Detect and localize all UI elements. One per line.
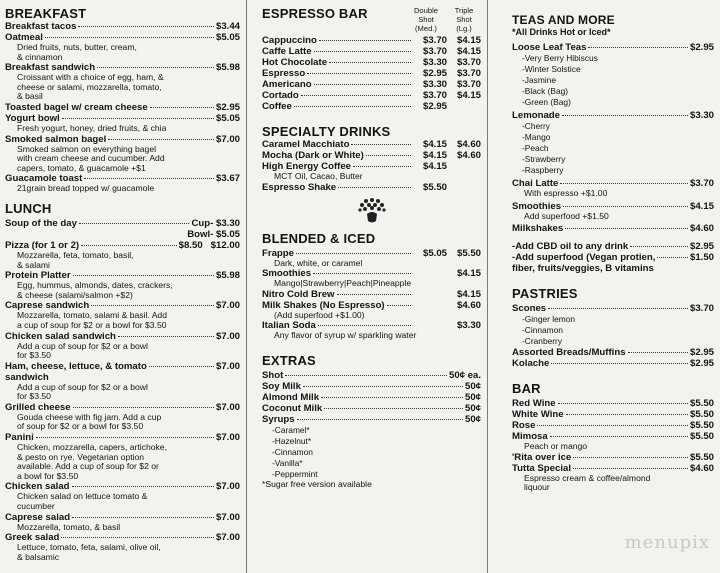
menu-item xyxy=(512,409,714,420)
leader-dots xyxy=(318,325,411,326)
leader-dots xyxy=(45,37,214,38)
item-price: $2.95 xyxy=(215,101,240,113)
lunch-list xyxy=(5,270,240,361)
leader-dots xyxy=(78,26,214,27)
smoothies-description: Add superfood +$1.50 xyxy=(524,210,609,221)
leader-dots xyxy=(314,51,411,52)
leader-dots xyxy=(353,166,411,167)
item-price: $3.44 xyxy=(215,21,240,32)
leader-dots xyxy=(366,155,411,156)
menu-page-right xyxy=(488,0,720,573)
item-name: Smoothies xyxy=(262,268,312,280)
menu-item xyxy=(262,392,481,403)
option-item: -Hazelnut* xyxy=(272,435,312,446)
option-item: -Cinnamon xyxy=(522,325,563,336)
leader-dots xyxy=(150,107,214,108)
item-name: Grilled cheese xyxy=(5,401,71,413)
menu-item-loose-leaf: Loose Leaf Teas $2.95 xyxy=(512,42,714,53)
double-price: $3.30 xyxy=(422,57,447,68)
item-description: Smoked salmon on everything bagel with cream cheese and cucumber. Add capers, tomato, & guacamole +$1 xyxy=(17,143,165,173)
scones-options xyxy=(512,314,714,347)
leader-dots xyxy=(84,178,214,179)
item-name: Milk Shakes (No Espresso) xyxy=(262,299,385,311)
double-price: $3.70 xyxy=(422,35,447,46)
triple-price: $3.70 xyxy=(456,79,481,90)
item-name: 'Rita over ice xyxy=(512,451,572,463)
item-price: 50¢ xyxy=(464,380,481,392)
item-description: Chicken, mozzarella, capers, artichoke, & pesto on rye. Vegetarian option available. Add a cup of soup for $2 or a bowl for $3.50 xyxy=(17,442,167,481)
leader-dots xyxy=(91,305,214,306)
leader-dots xyxy=(303,386,463,387)
item-price: $5.98 xyxy=(215,270,240,282)
item-name: Caprese salad xyxy=(5,511,71,523)
extras-heading: EXTRAS xyxy=(262,352,316,368)
item-description: Lettuce, tomato, feta, salami, olive oil, & balsamic xyxy=(17,542,161,562)
leader-dots xyxy=(387,305,411,306)
item-description: 21grain bread topped w/ guacamole xyxy=(17,183,155,194)
leader-dots xyxy=(338,187,411,188)
option-item: -Jasmine xyxy=(522,75,556,85)
item-name: Mocha (Dark or White) xyxy=(262,150,364,161)
item-name: Greek salad xyxy=(5,532,60,544)
leader-dots xyxy=(307,73,411,74)
pizza-description: Mozzarella, feta, tomato, basil, & salami xyxy=(17,249,134,270)
menu-item xyxy=(262,414,481,425)
double-price: $3.70 xyxy=(422,46,447,57)
leader-dots xyxy=(297,419,463,420)
triple-price: $4.15 xyxy=(456,35,481,46)
item-description: Peach or mango xyxy=(524,441,588,452)
option-item: -Caramel* xyxy=(272,424,310,435)
option-item: -Strawberry xyxy=(522,154,566,164)
item-price: $3.67 xyxy=(215,173,240,185)
item-name: Espresso xyxy=(262,68,306,79)
item-price: $7.00 xyxy=(215,330,240,342)
menu-item-cbd: -Add CBD oil to any drink $2.95 xyxy=(512,241,714,253)
menu-item xyxy=(262,139,481,150)
espresso-heading: ESPRESSO BAR xyxy=(262,6,368,21)
item-description: Espresso cream & coffee/almond liquour xyxy=(524,472,651,493)
double-price: $4.15 xyxy=(422,150,447,161)
leader-dots xyxy=(351,144,411,145)
menu-item xyxy=(262,79,481,90)
item-price: $5.05 xyxy=(215,112,240,124)
menu-item xyxy=(512,420,714,431)
item-description: Gouda cheese with fig jam. Add a cup of soup for $2 or a bowl for $3.50 xyxy=(17,411,162,432)
triple-price: $3.70 xyxy=(456,57,481,68)
item-description: Mango|Strawberry|Peach|Pineapple xyxy=(274,278,412,289)
triple-price: $4.60 xyxy=(456,139,481,150)
item-name: Oatmeal xyxy=(5,32,43,43)
item-name: High Energy Coffee xyxy=(262,161,352,172)
triple-price: $4.60 xyxy=(456,299,481,311)
double-price: $4.15 xyxy=(422,139,447,150)
menu-item-smoothies: Smoothies $4.15 xyxy=(512,200,714,212)
specialty-heading: SPECIALTY DRINKS xyxy=(262,124,391,139)
item-name: Red Wine xyxy=(512,398,556,410)
item-price: $7.00 xyxy=(215,401,240,413)
menu-item xyxy=(262,182,481,193)
item-name: White Wine xyxy=(512,409,564,421)
item-name: Shot xyxy=(262,369,284,381)
item-name: Breakfast tacos xyxy=(5,21,77,32)
item-name: Assorted Breads/Muffins xyxy=(512,347,626,359)
ham-sandwich-label: sandwich xyxy=(5,371,49,383)
double-shot-header: Double Shot (Med.) xyxy=(413,6,439,33)
leader-dots xyxy=(61,537,214,538)
specialty-list xyxy=(262,139,481,193)
option-item: -Cranberry xyxy=(522,336,563,347)
item-price: $5.98 xyxy=(215,62,240,74)
pastries-heading: PASTRIES xyxy=(512,286,578,302)
item-price: $7.00 xyxy=(215,532,240,544)
double-price: $3.70 xyxy=(422,90,447,101)
item-name: Coconut Milk xyxy=(262,402,323,414)
leader-dots xyxy=(301,95,411,96)
menu-item xyxy=(512,358,714,369)
item-name: Syrups xyxy=(262,413,295,425)
option-item: -Peppermint xyxy=(272,468,318,479)
item-price: $2.95 xyxy=(689,347,714,359)
ham-description: Add a cup of soup for $2 or a bowl for $3.50 xyxy=(17,381,148,402)
triple-price: $3.70 xyxy=(456,68,481,79)
item-name: Rose xyxy=(512,420,536,432)
item-price: $2.95 xyxy=(689,358,714,370)
double-price: $5.50 xyxy=(422,181,447,193)
item-name: Italian Soda xyxy=(262,320,316,332)
item-name: Frappe xyxy=(262,247,294,259)
triple-price: $4.15 xyxy=(456,268,481,280)
lunch-heading: LUNCH xyxy=(5,200,52,216)
item-name: Protein Platter xyxy=(5,270,71,282)
menu-item-ham-sandwich: Ham, cheese, lettuce, & tomato $7.00 xyxy=(5,360,240,372)
menu-page-middle xyxy=(247,0,487,573)
leader-dots xyxy=(628,352,688,353)
item-name: Mimosa xyxy=(512,431,548,443)
leader-dots xyxy=(551,363,688,364)
item-price: 50¢ xyxy=(464,391,481,403)
leader-dots xyxy=(573,457,688,458)
leader-dots xyxy=(36,437,214,438)
item-name: Cortado xyxy=(262,90,299,101)
leader-dots xyxy=(313,273,411,274)
item-name: Espresso Shake xyxy=(262,181,337,193)
item-description: MCT Oil, Cacao, Butter xyxy=(274,171,363,181)
menu-item-soup: Soup of the day Cup- $3.30 xyxy=(5,217,240,229)
menu-item-lemonade: Lemonade $3.30 xyxy=(512,110,714,121)
menu-item xyxy=(262,35,481,46)
item-description: Dark, white, or caramel xyxy=(274,257,363,268)
chai-description: With espresso +$1.00 xyxy=(524,188,608,198)
item-name: Chicken salad sandwich xyxy=(5,330,116,342)
item-price: $5.50 xyxy=(689,409,714,421)
option-item: -Peach xyxy=(522,143,549,153)
triple-price: $4.15 xyxy=(456,46,481,57)
option-item: -Vanilla* xyxy=(272,457,303,468)
item-name: Caramel Macchiato xyxy=(262,139,350,150)
leader-dots xyxy=(319,40,411,41)
menu-item-soup-bowl: Bowl- $5.05 xyxy=(187,228,240,240)
lunch-list-2 xyxy=(5,402,240,563)
leader-dots xyxy=(566,414,688,415)
item-price: $5.50 xyxy=(689,398,714,410)
leader-dots xyxy=(73,407,214,408)
menu-item xyxy=(512,452,714,463)
triple-price: $4.15 xyxy=(456,90,481,101)
menu-item-scones: Scones $3.70 xyxy=(512,303,714,315)
teas-heading: TEAS AND MORE xyxy=(512,13,615,27)
item-description: Fresh yogurt, honey, dried fruits, & chia xyxy=(17,122,167,133)
item-price: 50¢ ea. xyxy=(448,369,481,381)
watermark: menupix xyxy=(624,532,710,553)
option-item: -Mango xyxy=(522,132,551,142)
coffee-tree-logo xyxy=(262,195,481,225)
option-item: -Cinnamon xyxy=(272,446,313,457)
item-name: Tutta Special xyxy=(512,462,571,474)
item-description: Any flavor of syrup w/ sparkling water xyxy=(274,330,417,341)
item-name: Panini xyxy=(5,432,34,444)
item-name: Americano xyxy=(262,79,312,90)
lemonade-options xyxy=(512,121,714,176)
pastry-list xyxy=(512,347,714,369)
item-description: Chicken salad on lettuce tomato & cucumber xyxy=(17,491,148,512)
leader-dots xyxy=(73,275,214,276)
item-description: Dried fruits, nuts, butter, cream, & cinnamon xyxy=(17,42,137,62)
menu-item-superfood: -Add superfood (Vegan protien, $1.50 xyxy=(512,252,714,264)
bar-heading: BAR xyxy=(512,381,541,397)
option-item: -Cherry xyxy=(522,121,550,131)
item-name: Smoked salmon bagel xyxy=(5,133,107,145)
blended-heading: BLENDED & ICED xyxy=(262,230,376,246)
item-price: $5.50 xyxy=(689,431,714,443)
double-price: $4.15 xyxy=(422,161,447,172)
item-description: Mozzarella, tomato, & basil xyxy=(17,521,121,532)
triple-price: $4.15 xyxy=(456,288,481,300)
menu-item xyxy=(262,289,481,300)
item-price: $5.50 xyxy=(689,451,714,463)
leader-dots xyxy=(573,468,688,469)
item-name: Chicken salad xyxy=(5,481,70,493)
item-description: (Add superfood +$1.00) xyxy=(274,309,365,320)
menu-item-pizza: Pizza (for 1 or 2) $8.50 $12.00 xyxy=(5,239,240,251)
menu-item-milkshakes: Milkshakes $4.60 xyxy=(512,223,714,235)
triple-price: $4.60 xyxy=(456,150,481,161)
menu-item xyxy=(512,398,714,409)
item-name: Yogurt bowl xyxy=(5,112,60,124)
item-name: Nitro Cold Brew xyxy=(262,288,335,300)
leader-dots xyxy=(296,253,411,254)
option-item: -Ginger lemon xyxy=(522,314,576,325)
item-name: Hot Chocolate xyxy=(262,57,328,68)
loose-leaf-options xyxy=(512,53,714,108)
menu-item xyxy=(5,512,240,523)
item-price: $7.00 xyxy=(215,432,240,444)
leader-dots xyxy=(62,118,214,119)
item-price: $7.00 xyxy=(215,300,240,312)
triple-price: $5.50 xyxy=(456,247,481,259)
item-price: 50¢ xyxy=(464,402,481,414)
leader-dots xyxy=(72,517,214,518)
menu-item xyxy=(262,101,481,112)
double-price: $3.30 xyxy=(422,79,447,90)
double-price: $2.95 xyxy=(422,68,447,79)
item-name: Almond Milk xyxy=(262,391,320,403)
bar-list xyxy=(512,398,714,493)
item-price: $5.05 xyxy=(215,32,240,43)
option-item: -Raspberry xyxy=(522,165,564,175)
leader-dots xyxy=(329,62,411,63)
menu-item xyxy=(262,90,481,101)
leader-dots xyxy=(108,139,214,140)
item-name: Kolache xyxy=(512,358,550,370)
menu-item-chai: Chai Latte $3.70 xyxy=(512,178,714,189)
menu-item xyxy=(5,21,240,32)
item-description: Add a cup of soup for $2 or a bowl for $3.50 xyxy=(17,340,148,361)
menu-item xyxy=(5,102,240,113)
teas-subtitle: *All Drinks Hot or Iced* xyxy=(512,27,611,37)
menu-item xyxy=(5,134,240,145)
item-price: $4.60 xyxy=(689,462,714,474)
leader-dots xyxy=(118,336,214,337)
menu-item xyxy=(262,46,481,57)
leader-dots xyxy=(537,425,688,426)
leader-dots xyxy=(97,67,214,68)
item-name: Caffe Latte xyxy=(262,46,312,57)
double-price: $5.05 xyxy=(422,247,447,259)
item-name: Caprese sandwich xyxy=(5,300,90,312)
espresso-list xyxy=(262,35,481,112)
item-name: Guacamole toast xyxy=(5,173,83,185)
menu-item xyxy=(5,331,240,342)
menu-item xyxy=(262,370,481,381)
item-price: $7.00 xyxy=(215,133,240,145)
item-price: $7.00 xyxy=(215,511,240,523)
triple-shot-header: Triple Shot (Lg.) xyxy=(454,6,474,33)
item-price: $5.50 xyxy=(689,420,714,432)
option-item: -Very Berry Hibiscus xyxy=(522,53,598,63)
menu-item xyxy=(262,150,481,161)
leader-dots xyxy=(285,375,447,376)
leader-dots xyxy=(314,84,411,85)
item-name: Cappuccino xyxy=(262,35,317,46)
leader-dots xyxy=(558,403,688,404)
menu-item xyxy=(512,347,714,358)
menu-page-left xyxy=(0,0,246,573)
item-name: Coffee xyxy=(262,101,292,112)
item-price: $7.00 xyxy=(215,481,240,493)
leader-dots xyxy=(337,294,412,295)
leader-dots xyxy=(72,486,214,487)
triple-price: $3.30 xyxy=(456,320,481,332)
leader-dots xyxy=(294,106,411,107)
leader-dots xyxy=(321,397,463,398)
syrup-list xyxy=(262,425,481,480)
item-price: 50¢ xyxy=(464,413,481,425)
menu-item xyxy=(262,57,481,68)
double-price: $2.95 xyxy=(422,101,447,112)
item-name: Breakfast sandwich xyxy=(5,62,96,74)
item-description: Egg, hummus, almonds, dates, crackers, & cheese (salami/salmon +$2) xyxy=(17,280,173,300)
sugar-free-note: *Sugar free version available xyxy=(262,478,372,489)
menu-item xyxy=(262,248,481,259)
leader-dots xyxy=(324,408,463,409)
breakfast-heading: BREAKFAST xyxy=(5,6,87,21)
superfood-line2: fiber, fruits/veggies, B vitamins xyxy=(512,263,654,275)
item-name: Toasted bagel w/ cream cheese xyxy=(5,101,148,113)
breakfast-list xyxy=(5,21,240,194)
extras-list xyxy=(262,370,481,425)
item-name: Soy Milk xyxy=(262,380,301,392)
option-item: -Green (Bag) xyxy=(522,97,571,107)
menu-item xyxy=(262,68,481,79)
blended-list xyxy=(262,248,481,341)
menu-item xyxy=(262,381,481,392)
leader-dots xyxy=(550,436,688,437)
option-item: -Winter Solstice xyxy=(522,64,581,74)
menu-item xyxy=(262,403,481,414)
item-description: Croissant with a choice of egg, ham, & cheese or salami, mozzarella, tomato, & basil xyxy=(17,72,164,102)
item-description: Mozzarella, tomato, salami & basil. Add a cup of soup for $2 or a bowl for $3.50 xyxy=(17,310,167,330)
option-item: -Black (Bag) xyxy=(522,86,569,96)
